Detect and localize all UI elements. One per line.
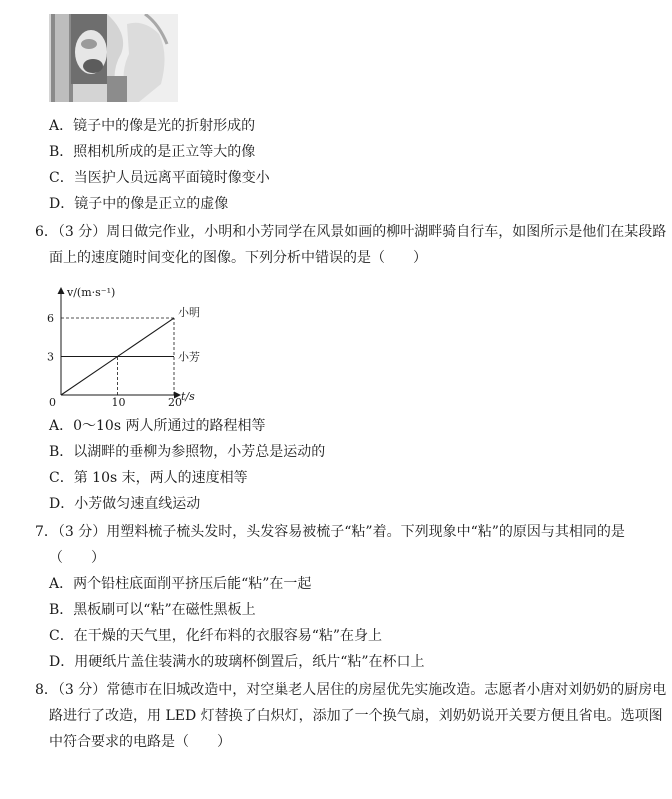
q6-option-d: D．小芳做匀速直线运动 xyxy=(49,496,201,512)
q8-stem-line-2: 路进行了改造，用 LED 灯替换了白炽灯，添加了一个换气扇，刘奶奶说开关要方便且省电。选项图 xyxy=(49,708,663,724)
y-tick-label: 6 xyxy=(47,312,54,326)
q5-option-a: A．镜子中的像是光的折射形成的 xyxy=(49,118,256,134)
q7-option-a: A．两个铅柱底面削平挤压后能“粘”在一起 xyxy=(49,576,312,592)
velocity-time-chart xyxy=(40,282,220,410)
q6-stem-line-1: 6．（3 分）周日做完作业，小明和小芳同学在风景如画的柳叶湖畔骑自行车，如图所示是他们在某段路 xyxy=(35,224,667,240)
q7-stem-line-2: （ ） xyxy=(49,550,105,566)
q6-stem-line-2: 面上的速度随时间变化的图像。下列分析中错误的是（ ） xyxy=(49,250,427,266)
q5-option-c: C．当医护人员远离平面镜时像变小 xyxy=(49,170,270,186)
q7-option-b: B．黑板刷可以“粘”在磁性黑板上 xyxy=(49,602,256,618)
q6-option-b: B．以湖畔的垂柳为参照物，小芳总是运动的 xyxy=(49,444,326,460)
q7-option-d: D．用硬纸片盖住装满水的玻璃杯倒置后，纸片“粘”在杯口上 xyxy=(49,654,425,670)
q7-option-c: C．在干燥的天气里，化纤布料的衣服容易“粘”在身上 xyxy=(49,628,383,644)
q5-option-d: D．镜子中的像是正立的虚像 xyxy=(49,196,229,212)
q7-stem-line-1: 7．（3 分）用塑料梳子梳头发时，头发容易被梳子“粘”着。下列现象中“粘”的原因与其相同的是 xyxy=(35,524,625,540)
mirror-scene-illustration xyxy=(49,14,178,102)
x-axis-label: t/s xyxy=(181,390,195,403)
x-tick-label: 20 xyxy=(168,396,182,409)
series-label-0: 小明 xyxy=(178,306,200,320)
y-axis-label: v/(m·s⁻¹) xyxy=(67,286,116,299)
q8-stem-line-1: 8．（3 分）常德市在旧城改造中，对空巢老人居住的房屋优先实施改造。志愿者小唐对刘奶奶的厨房电 xyxy=(35,682,667,698)
q6-option-a: A．0～10s 两人所通过的路程相等 xyxy=(49,418,266,434)
q6-option-c: C．第 10s 末，两人的速度相等 xyxy=(49,470,248,486)
q5-option-b: B．照相机所成的是正立等大的像 xyxy=(49,144,256,160)
origin-label: 0 xyxy=(49,396,56,409)
question-5-photo xyxy=(49,14,178,102)
x-tick-label: 10 xyxy=(111,396,126,409)
q8-stem-line-3: 中符合要求的电路是（ ） xyxy=(49,734,231,750)
series-label-1: 小芳 xyxy=(178,350,200,364)
y-tick-label: 3 xyxy=(47,350,54,364)
